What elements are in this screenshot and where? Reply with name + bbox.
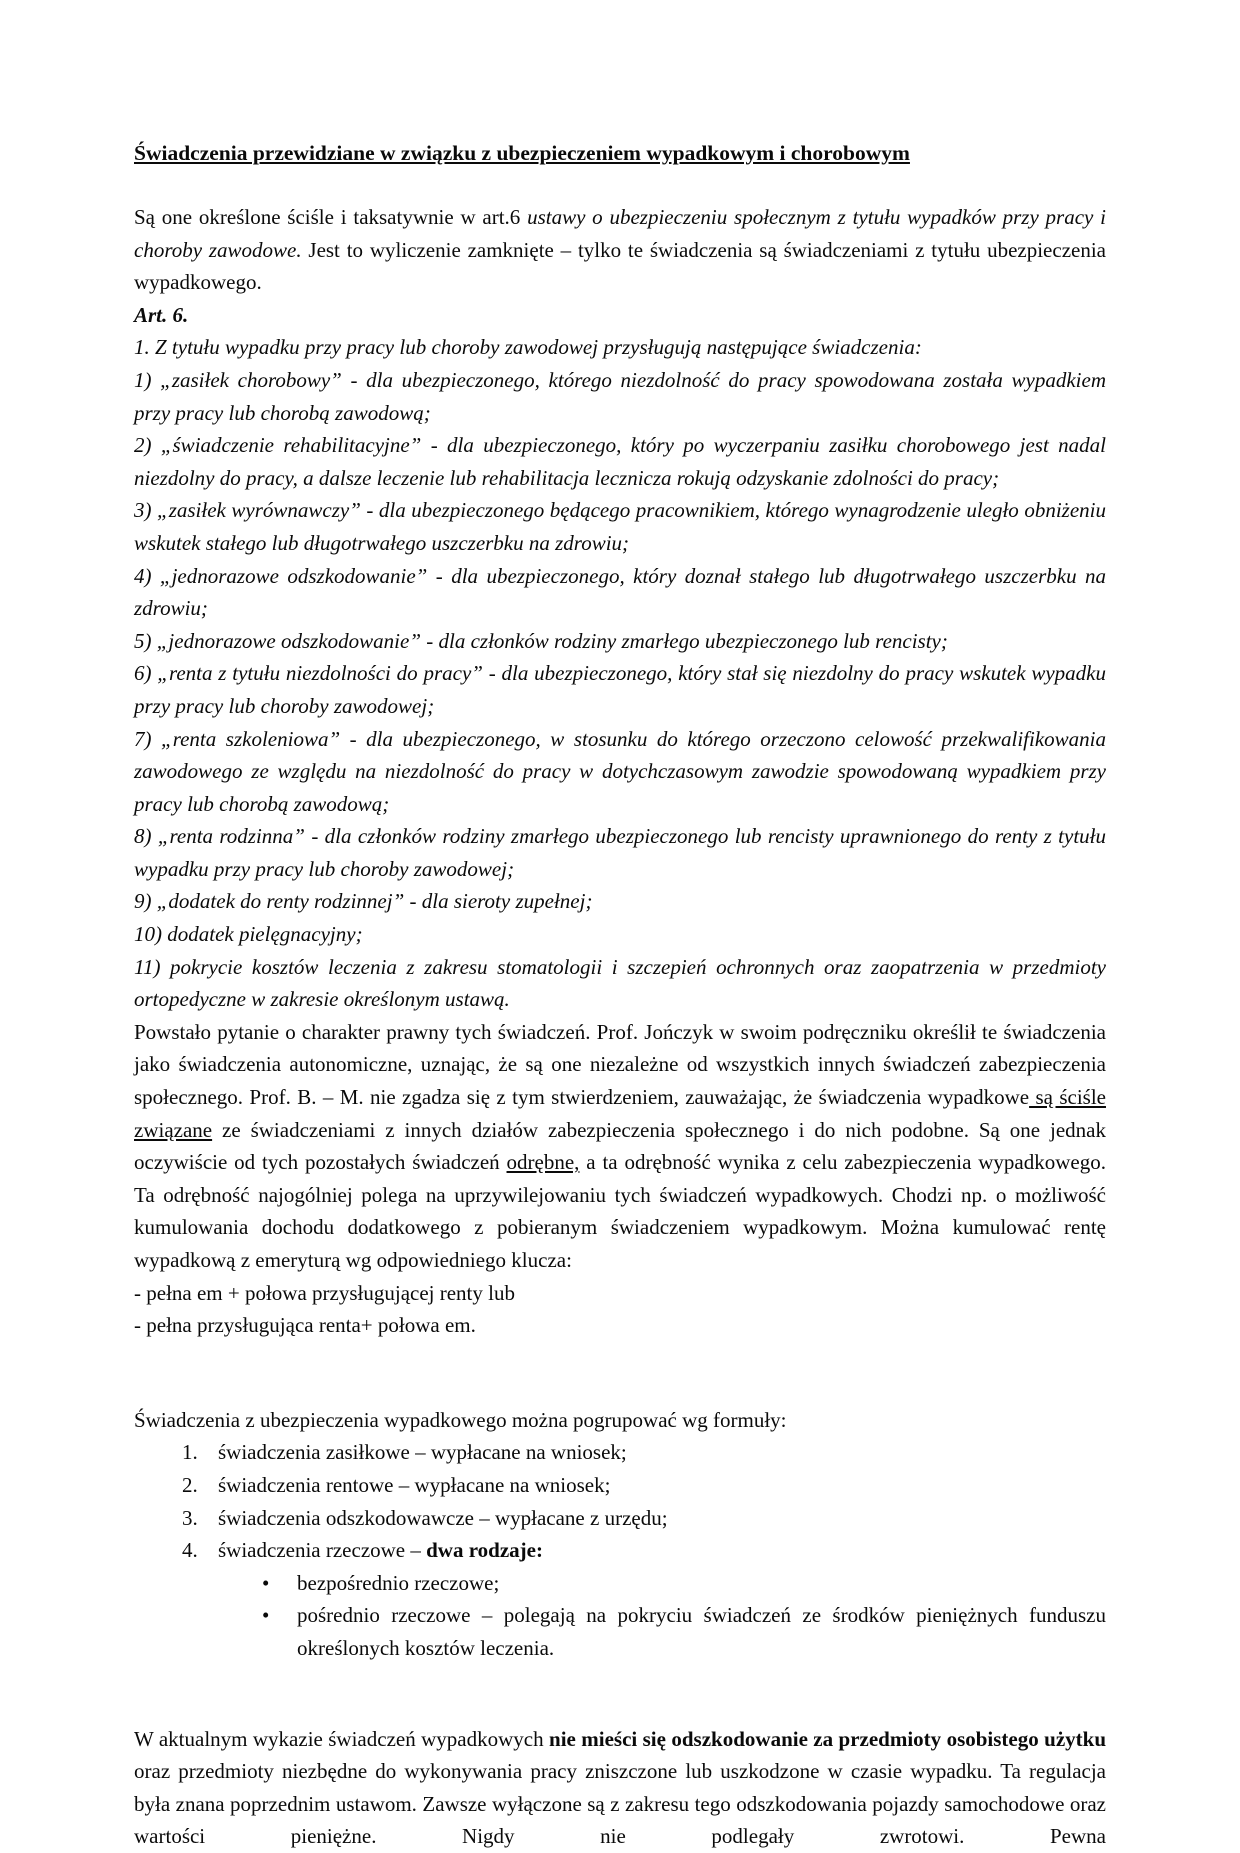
commentary-paragraph — [134, 1016, 1106, 1277]
text-run: świadczenia rentowe – wypłacane na wniosek; — [218, 1472, 611, 1497]
list-number: 3. — [182, 1505, 198, 1530]
text-run: 2) „świadczenie rehabilitacyjne” - dla ubezpieczonego, który po wyczerpaniu zasiłku chorobowego jest nadal niezdolny do pracy, a dalsze leczenie lub rehabilitacja lecznicza rokują odzyskanie zdolności do pracy; — [134, 433, 1106, 490]
formula-line-1 — [134, 1277, 1106, 1310]
text-run: pośrednio rzeczowe – polegają na pokryciu świadczeń ze środków pieniężnych funduszu określonych kosztów leczenia. — [297, 1603, 1106, 1660]
text-run: 9) „dodatek do renty rodzinnej” - dla sieroty zupełnej; — [134, 889, 593, 914]
list-number: 2. — [182, 1472, 198, 1497]
text-run: - pełna przysługująca renta+ połowa em. — [134, 1313, 476, 1338]
text-run: ustawy o ubezpieczeniu społecznym z tytułu wypadków przy pracy i choroby zawodowe. — [134, 205, 1106, 262]
art6-item-11 — [134, 951, 1106, 1016]
text-run: świadczenia rzeczowe – — [218, 1538, 427, 1563]
section-gap-2 — [134, 1665, 1106, 1723]
text-run: W aktualnym wykazie świadczeń wypadkowych — [134, 1726, 550, 1751]
art6-item-4 — [134, 560, 1106, 625]
list-item-text — [297, 1567, 1106, 1600]
text-run: 7) „renta szkoleniowa” - dla ubezpieczonego, w stosunku do którego orzeczono celowość przekwalifikowania zawodowego ze względu na niezdolność do pracy w dotychczasowym zawodzie spowodowaną wypadkiem przy pracy lub chorobą zawodową; — [134, 726, 1106, 816]
document-body — [134, 201, 1106, 1853]
text-run: - pełna em + połowa przysługującej renty lub — [134, 1280, 515, 1305]
group-item-2 — [134, 1469, 1106, 1502]
art6-item-3 — [134, 494, 1106, 559]
text-run: są ściśle związane — [134, 1085, 1106, 1142]
text-run: dwa rodzaje: — [426, 1538, 543, 1563]
text-run: 10) dodatek pielęgnacyjny; — [134, 922, 363, 947]
text-run: oraz przedmioty niezbędne do wykonywania pracy zniszczone lub uszkodzone w czasie wypadku. Ta regulacja była znana poprzednim ustawom. Zawsze wyłączone są z zakresu tego odszkodowania pojazdy samochodowe oraz wartości pieniężne. Nigdy nie podlegały zwrotowi. Pewna — [134, 1759, 1106, 1849]
art6-item-1 — [134, 364, 1106, 429]
text-run: świadczenia odszkodowawcze – wypłacane z urzędu; — [218, 1505, 668, 1530]
text-run: 6) „renta z tytułu niezdolności do pracy” - dla ubezpieczonego, który stał się niezdolny do pracy wskutek wypadku przy pracy lub choroby zawodowej; — [134, 661, 1106, 718]
text-run: Art. 6. — [134, 302, 189, 327]
rzeczowe-bullet-1 — [134, 1567, 1106, 1600]
grouping-intro — [134, 1404, 1106, 1437]
list-number: 1. — [182, 1440, 198, 1465]
bullet-marker: • — [262, 1570, 270, 1595]
art6-heading — [134, 299, 1106, 332]
final-paragraph — [134, 1723, 1106, 1853]
document-title: Świadczenia przewidziane w związku z ubezpieczeniem wypadkowym i chorobowym — [134, 141, 910, 165]
text-run: odrębne, — [506, 1150, 580, 1175]
text-run: 4) „jednorazowe odszkodowanie” - dla ubezpieczonego, który doznał stałego lub długotrwałego uszczerbku na zdrowiu; — [134, 563, 1106, 621]
list-item-text — [218, 1469, 1106, 1502]
text-run: 1) „zasiłek chorobowy” - dla ubezpieczonego, którego niezdolność do pracy spowodowana została wypadkiem przy pracy lub chorobą zawodową; — [134, 367, 1106, 425]
text-run: 11) pokrycie kosztów leczenia z zakresu stomatologii i szczepień ochronnych oraz zaopatrzenia w przedmioty ortopedyczne w zakresie określonym ustawą. — [134, 954, 1106, 1012]
art6-item-8 — [134, 820, 1106, 885]
art6-item-2 — [134, 429, 1106, 494]
text-run: świadczenia zasiłkowe – wypłacane na wniosek; — [218, 1440, 627, 1465]
list-item-text — [218, 1502, 1106, 1535]
intro-paragraph — [134, 201, 1106, 299]
art6-item-9 — [134, 885, 1106, 918]
art6-item-10 — [134, 918, 1106, 951]
text-run: Są one określone ściśle i taksatywnie w art.6 — [134, 205, 528, 229]
list-item-text — [218, 1534, 1106, 1567]
text-run: 5) „jednorazowe odszkodowanie” - dla członków rodziny zmarłego ubezpieczonego lub rencisty; — [134, 628, 948, 653]
bullet-marker: • — [262, 1603, 270, 1628]
group-item-3 — [134, 1502, 1106, 1535]
text-run: ze świadczeniami z innych działów zabezpieczenia społecznego i do nich podobne. Są one jednak oczywiście od tych pozostałych świadczeń — [134, 1117, 1106, 1175]
list-number: 4. — [182, 1538, 198, 1563]
text-run: 1. Z tytułu wypadku przy pracy lub choroby zawodowej przysługują następujące świadczenia: — [134, 335, 922, 360]
formula-line-2 — [134, 1309, 1106, 1342]
text-run: Powstało pytanie o charakter prawny tych świadczeń. Prof. Jończyk w swoim podręczniku określił te świadczenia jako świadczenia autonomiczne, uznając, że są one niezależne od wszystkich innych świadczeń zabezpieczenia społecznego. Prof. B. – M. nie zgadza się z tym stwierdzeniem, zauważając, że świadczenia wypadkowe — [134, 1019, 1106, 1110]
text-run: 3) „zasiłek wyrównawczy” - dla ubezpieczonego będącego pracownikiem, którego wynagrodzenie uległo obniżeniu wskutek stałego lub długotrwałego uszczerbku na zdrowiu; — [134, 498, 1106, 555]
list-item-text — [218, 1436, 1106, 1469]
art6-item-5 — [134, 625, 1106, 658]
group-item-1 — [134, 1436, 1106, 1469]
text-run: Jest to wyliczenie zamknięte – tylko te świadczenia są świadczeniami z tytułu ubezpieczenia wypadkowego. — [134, 237, 1106, 295]
text-run: bezpośrednio rzeczowe; — [297, 1570, 500, 1595]
text-run: 8) „renta rodzinna” - dla członków rodziny zmarłego ubezpieczonego lub rencisty uprawnionego do renty z tytułu wypadku przy pracy lub choroby zawodowej; — [134, 824, 1106, 881]
text-run: a ta odrębność wynika z celu zabezpieczenia wypadkowego. Ta odrębność najogólniej polega na uprzywilejowaniu tych świadczeń wypadkowych. Chodzi np. o możliwość kumulowania dochodu dodatkowego z pobieranym świadczeniem wypadkowym. Można kumulować rentę wypadkową z emeryturą wg odpowiedniego klucza: — [134, 1150, 1106, 1272]
art6-intro-line — [134, 331, 1106, 364]
group-item-4 — [134, 1534, 1106, 1567]
rzeczowe-bullet-2 — [134, 1599, 1106, 1664]
art6-item-7 — [134, 723, 1106, 821]
text-run: Świadczenia z ubezpieczenia wypadkowego można pogrupować wg formuły: — [134, 1407, 787, 1432]
text-run: nie mieści się odszkodowanie za przedmioty osobistego użytku — [549, 1726, 1107, 1751]
art6-item-6 — [134, 657, 1106, 722]
list-item-text — [297, 1599, 1106, 1664]
section-gap-1 — [134, 1342, 1106, 1404]
